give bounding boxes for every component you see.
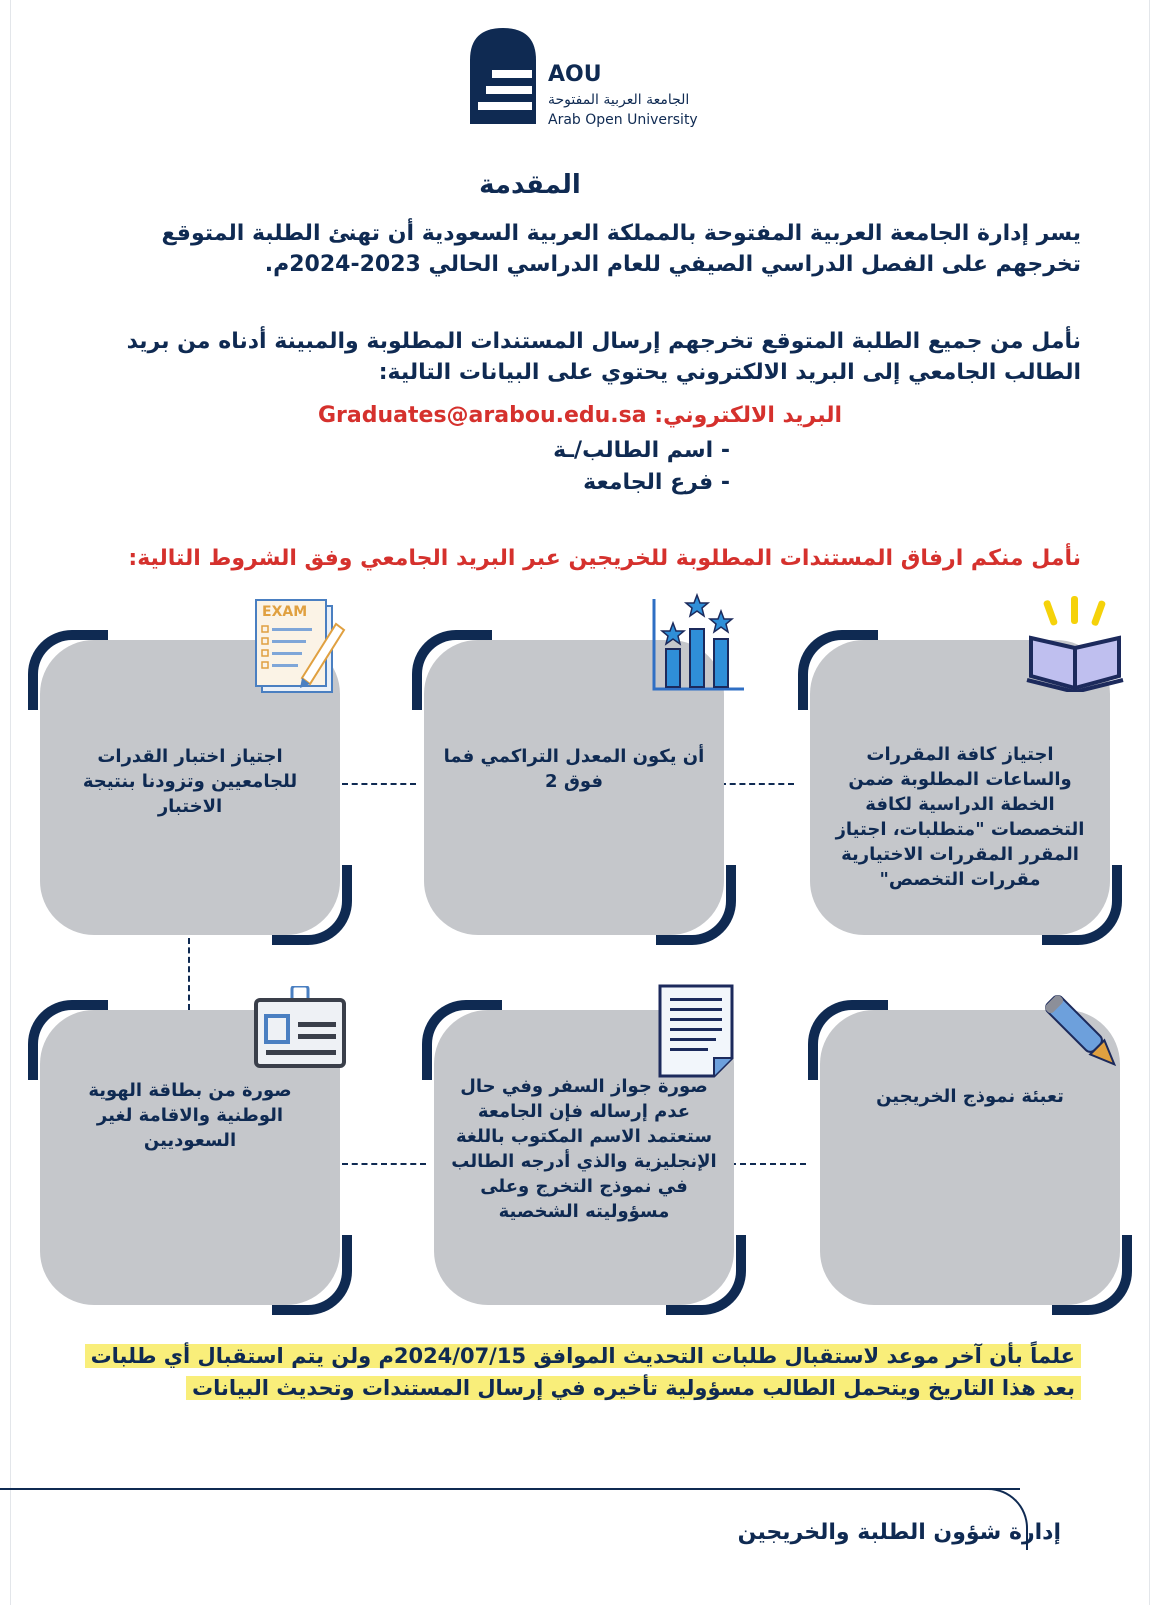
logo-name-ar: الجامعة العربية المفتوحة — [548, 92, 690, 108]
card-corner — [798, 630, 878, 710]
connector-line — [342, 1163, 426, 1165]
deadline-note — [71, 1340, 1081, 1404]
deadline-note-line: بعد هذا التاريخ ويتحمل الطالب مسؤولية تأخيره في إرسال المستندات وتحديث البيانات — [186, 1376, 1081, 1400]
title-decoration — [628, 174, 664, 204]
id-card-icon — [252, 986, 348, 1076]
intro-title — [400, 170, 660, 200]
card-text: صورة جواز السفر وفي حال عدم إرساله فإن الجامعة ستعتمد الاسم المكتوب باللغة الإنجليزية والذي أدرجه الطالب في نموذج التخرج وعلى مسؤوليته الشخصية — [451, 1076, 717, 1222]
intro-paragraph-1: يسر إدارة الجامعة العربية المفتوحة بالمملكة العربية السعودية أن تهنئ الطلبة المتوقع تخرجهم على الفصل الدراسي الصيفي للعام الدراسي الحالي 2023-2024م. — [161, 221, 1081, 277]
card-corner — [808, 1000, 888, 1080]
card-corner — [412, 630, 492, 710]
intro-paragraph-2: نأمل من جميع الطلبة المتوقع تخرجهم إرسال المستندات المطلوبة والمبينة أدناه من بريد الطالب الجامعي إلى البريد الالكتروني يحتوي على البيانات التالية: — [126, 329, 1081, 385]
exam-paper-icon — [252, 598, 348, 698]
card-text: تعبئة نموذج الخريجين — [876, 1086, 1064, 1107]
logo-abbr: AOU — [548, 62, 602, 87]
email-line — [200, 403, 960, 428]
connector-line — [720, 783, 794, 785]
email-address[interactable]: Graduates@arabou.edu.sa — [318, 403, 647, 428]
requirements-heading: نأمل منكم ارفاق المستندات المطلوبة للخريجين عبر البريد الجامعي وفق الشروط التالية: — [128, 546, 1081, 571]
intro-title-text: المقدمة — [479, 170, 581, 200]
footer-department: إدارة شؤون الطلبة والخريجين — [737, 1520, 1061, 1545]
card-corner — [28, 1000, 108, 1080]
logo-name-en: Arab Open University — [548, 112, 698, 128]
university-logo — [468, 26, 718, 136]
deadline-note-line: علماً بأن آخر موعد لاستقبال طلبات التحديث الموافق 2024/07/15م ولن يتم استقبال أي طلبات — [85, 1344, 1081, 1368]
card-text: اجتياز اختبار القدرات للجامعيين وتزودنا بنتيجة الاختبار — [82, 746, 298, 817]
connector-line — [188, 938, 190, 1010]
footer-divider — [0, 1488, 1020, 1490]
connector-line — [730, 1163, 806, 1165]
aou-emblem-icon — [468, 26, 538, 126]
required-data-list — [420, 435, 730, 499]
card-corner — [422, 1000, 502, 1080]
pen-icon — [1040, 990, 1132, 1086]
card-text: صورة من بطاقة الهوية الوطنية والاقامة لغير السعوديين — [88, 1080, 292, 1151]
connector-line — [342, 783, 416, 785]
email-label: البريد الالكتروني: — [654, 403, 842, 428]
svg-text:EXAM: EXAM — [262, 604, 308, 620]
document-icon — [656, 982, 736, 1082]
list-item: - اسم الطالب/ـة — [553, 438, 730, 463]
card-corner — [28, 630, 108, 710]
card-text: اجتياز كافة المقررات والساعات المطلوبة ضمن الخطة الدراسية لكافة التخصصات "متطلبات، اجتياز المقرر المقررات الاختيارية مقررات التخصص" — [835, 744, 1085, 890]
card-text: أن يكون المعدل التراكمي فما فوق 2 — [443, 746, 705, 792]
list-item: - فرع الجامعة — [583, 470, 730, 495]
bar-chart-stars-icon — [650, 593, 746, 697]
open-book-icon — [1025, 596, 1125, 696]
